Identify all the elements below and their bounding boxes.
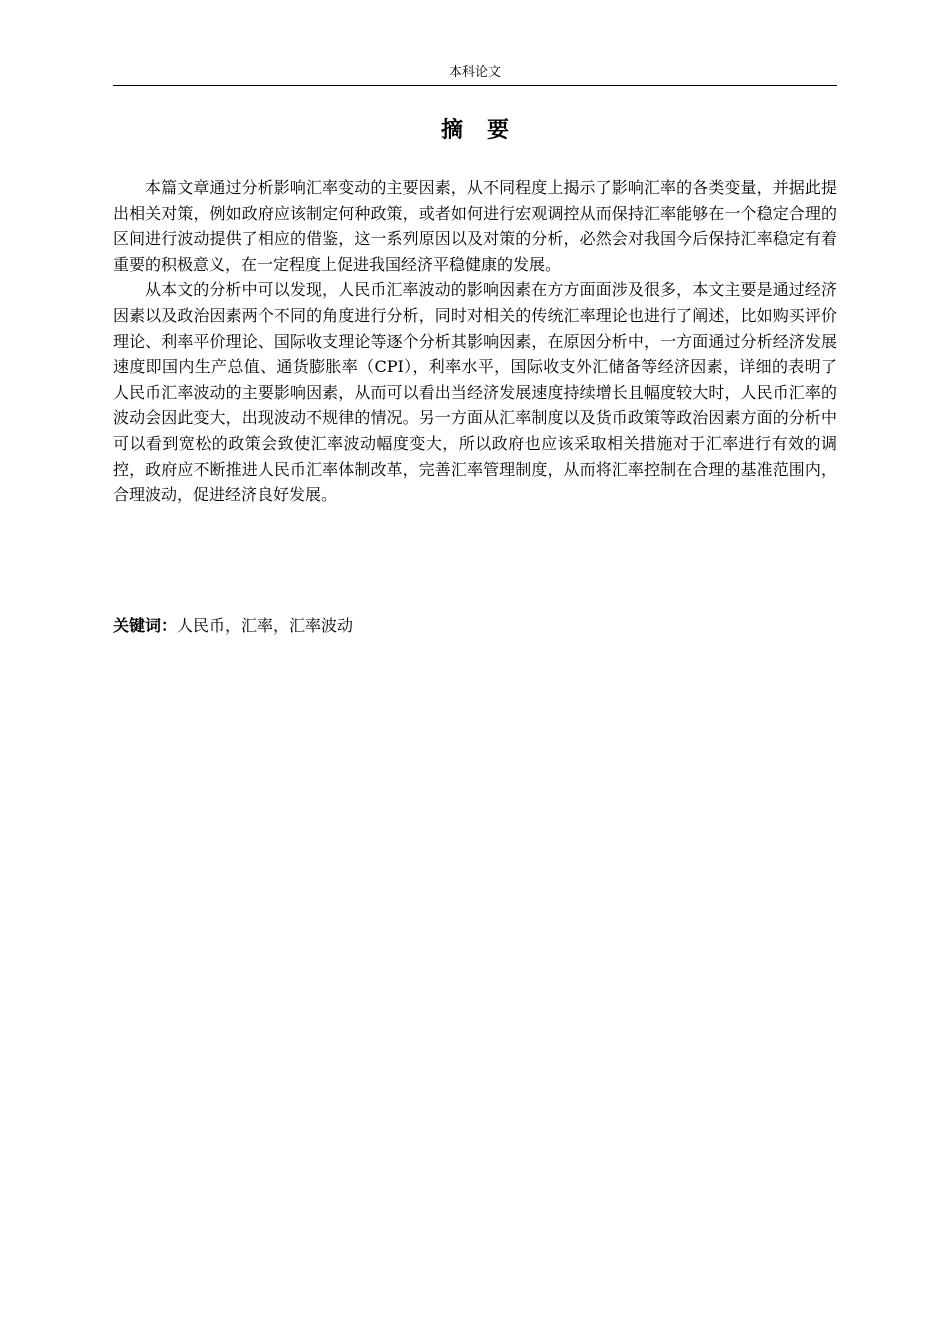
abstract-title: 摘要: [440, 118, 533, 143]
keywords-label: 关键词：: [113, 616, 178, 635]
abstract-body: [113, 175, 837, 508]
abstract-paragraph-1: 本篇文章通过分析影响汇率变动的主要因素，从不同程度上揭示了影响汇率的各类变量，并据此提出相关对策，例如政府应该制定何种政策，或者如何进行宏观调控从而保持汇率能够在一个稳定合理的区间进行波动提供了相应的借鉴，这一系列原因以及对策的分析，必然会对我国今后保持汇率稳定有着重要的积极意义，在一定程度上促进我国经济平稳健康的发展。: [113, 178, 837, 274]
keywords-value: 人民币，汇率，汇率波动: [177, 616, 354, 635]
abstract-paragraph-2: 从本文的分析中可以发现，人民币汇率波动的影响因素在方方面面涉及很多，本文主要是通过经济因素以及政治因素两个不同的角度进行分析，同时对相关的传统汇率理论也进行了阐述，比如购买评价理论、利率平价理论、国际收支理论等逐个分析其影响因素，在原因分析中，一方面通过分析经济发展速度即国内生产总值、通货膨胀率（CPI），利率水平，国际收支外汇储备等经济因素，详细的表明了人民币汇率波动的主要影响因素，从而可以看出当经济发展速度持续增长且幅度较大时，人民币汇率的波动会因此变大，出现波动不规律的情况。另一方面从汇率制度以及货币政策等政治因素方面的分析中可以看到宽松的政策会致使汇率波动幅度变大，所以政府也应该采取相关措施对于汇率进行有效的调控，政府应不断推进人民币汇率体制改革，完善汇率管理制度，从而将汇率控制在合理的基准范围内，合理波动，促进经济良好发展。: [113, 280, 837, 505]
keywords-line: [113, 613, 837, 638]
header-divider: [113, 85, 837, 86]
running-header: 本科论文: [448, 65, 501, 80]
